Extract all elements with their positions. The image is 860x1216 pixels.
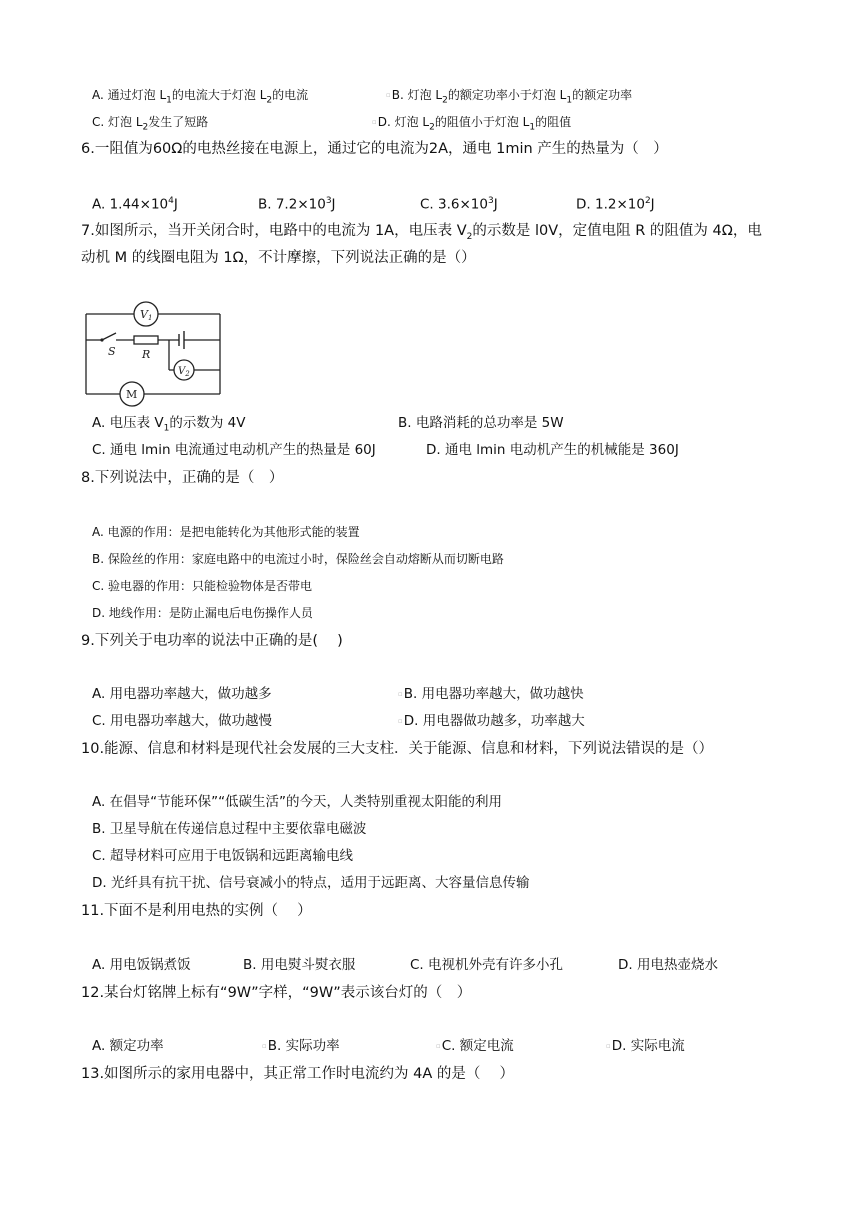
q12-option-c[interactable]: ▫C. 额定电流: [436, 1038, 514, 1054]
option-marker-icon: ▫: [386, 91, 391, 99]
q8-option-d[interactable]: D. 地线作用：是防止漏电后电伤操作人员: [92, 606, 313, 620]
q9-option-c[interactable]: C. 用电器功率越大，做功越慢: [92, 713, 273, 729]
q6-option-d[interactable]: D. $1.2\times 10^2J$: [576, 196, 655, 213]
option-marker-icon: ▫: [606, 1041, 611, 1050]
q7-option-d[interactable]: D. 通电 lmin 电动机产生的机械能是 360J: [426, 442, 679, 458]
q5-option-c[interactable]: C. 灯泡 $L_2$发生了短路: [92, 115, 209, 133]
q5-option-d[interactable]: ▫D. 灯泡 $L_2$的阻值小于灯泡 $L_1$的阻值: [372, 115, 572, 133]
q8-option-c[interactable]: C. 验电器的作用：只能检验物体是否带电: [92, 579, 313, 593]
q7-option-c[interactable]: C. 通电 lmin 电流通过电动机产生的热量是 60J: [92, 442, 376, 458]
q11-stem: 11.下面不是利用电热的实例（ ）: [81, 903, 312, 919]
q10-option-a[interactable]: A. 在倡导“节能环保”“低碳生活”的今天，人类特别重视太阳能的利用: [92, 794, 503, 810]
q7-stem-line1: 7.如图所示，当开关闭合时，电路中的电流为 1A，电压表 $V_2$的示数是 l0V，定值电阻 R 的阻值为 4Ω，电: [81, 223, 762, 242]
q8-stem: 8.下列说法中，正确的是（ ）: [81, 470, 284, 486]
option-marker-icon: ▫: [398, 716, 403, 725]
q12-option-a[interactable]: A. 额定功率: [92, 1038, 164, 1054]
v2-label: $V_2$: [178, 366, 190, 378]
q5-option-b[interactable]: ▫B. 灯泡 $L_2$的额定功率小于灯泡 $L_1$的额定功率: [386, 88, 633, 106]
q6-option-c[interactable]: C. $3.6\times 10^3J$: [420, 196, 498, 213]
q10-option-b[interactable]: B. 卫星导航在传递信息过程中主要依靠电磁波: [92, 821, 367, 837]
q9-option-b[interactable]: ▫B. 用电器功率越大，做功越快: [398, 686, 584, 702]
q9-stem: 9.下列关于电功率的说法中正确的是( ): [81, 633, 343, 649]
resistor-label: R: [142, 348, 151, 361]
q11-option-c[interactable]: C. 电视机外壳有许多小孔: [410, 957, 564, 973]
v1-label: V1: [140, 308, 153, 322]
q6-stem: 6.一阻值为60Ω的电热丝接在电源上，通过它的电流为2A，通电 1min 产生的热量为（ ）: [81, 141, 668, 157]
q12-option-b[interactable]: ▫B. 实际功率: [262, 1038, 340, 1054]
q11-option-a[interactable]: A. 用电饭锅煮饭: [92, 957, 191, 973]
q11-option-b[interactable]: B. 用电熨斗熨衣服: [243, 957, 356, 973]
q9-option-d[interactable]: ▫D. 用电器做功越多，功率越大: [398, 713, 585, 729]
q12-option-d[interactable]: ▫D. 实际电流: [606, 1038, 685, 1054]
q12-stem: 12.某台灯铭牌上标有“9W”字样，“9W”表示该台灯的（ ）: [81, 985, 472, 1001]
q10-stem: 10.能源、信息和材料是现代社会发展的三大支柱．关于能源、信息和材料，下列说法错误的是（）: [81, 741, 714, 757]
q10-option-d[interactable]: D. 光纤具有抗干扰、信号衰减小的特点，适用于远距离、大容量信息传输: [92, 875, 530, 891]
q13-stem: 13.如图所示的家用电器中，其正常工作时电流约为 4A 的是（ ）: [81, 1066, 515, 1082]
q7-circuit-diagram: [84, 298, 226, 410]
q9-option-a[interactable]: A. 用电器功率越大，做功越多: [92, 686, 272, 702]
q5-option-a[interactable]: A. 通过灯泡 $L_1$的电流大于灯泡 $L_2$的电流: [92, 88, 309, 106]
option-marker-icon: ▫: [372, 118, 377, 126]
q7-option-b[interactable]: B. 电路消耗的总功率是 5W: [398, 415, 564, 431]
q8-option-a[interactable]: A. 电源的作用：是把电能转化为其他形式能的装置: [92, 525, 360, 539]
motor-label: M: [126, 388, 138, 401]
q7-stem-line2: 动机 M 的线圈电阻为 1Ω，不计摩擦，下列说法正确的是（）: [81, 250, 476, 266]
q6-option-b[interactable]: B. $7.2\times 10^3J$: [258, 196, 336, 213]
switch-label: S: [108, 345, 116, 358]
q10-option-c[interactable]: C. 超导材料可应用于电饭锅和远距离输电线: [92, 848, 354, 864]
q11-option-d[interactable]: D. 用电热壶烧水: [618, 957, 718, 973]
option-marker-icon: ▫: [398, 689, 403, 698]
q7-option-a[interactable]: A. 电压表 $V_1$的示数为 4V: [92, 415, 246, 434]
q8-option-b[interactable]: B. 保险丝的作用：家庭电路中的电流过小时，保险丝会自动熔断从而切断电路: [92, 552, 504, 566]
option-marker-icon: ▫: [436, 1041, 441, 1050]
q6-option-a[interactable]: A. $1.44\times 10^4J$: [92, 196, 178, 213]
option-marker-icon: ▫: [262, 1041, 267, 1050]
